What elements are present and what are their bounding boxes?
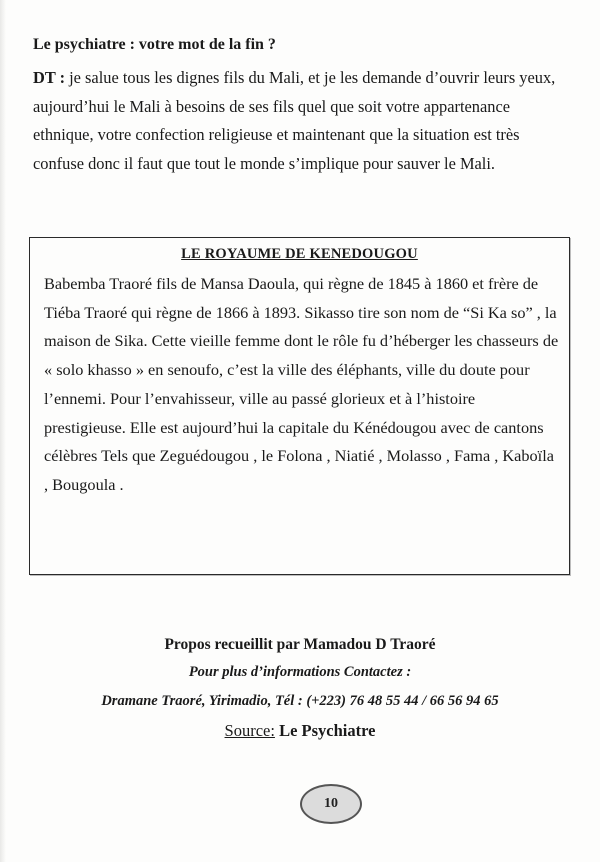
source-label: Source:	[224, 721, 275, 740]
collected-by: Propos recueillit par Mamadou D Traoré	[164, 636, 436, 653]
contact-heading: Pour plus d’informations Contactez :	[188, 664, 412, 680]
contact-line: Dramane Traoré, Yirimadio, Tél : (+223) 76 48 55 44 / 66 56 94 65	[101, 693, 499, 709]
interview-answer	[33, 64, 573, 178]
interview-question: Le psychiatre : votre mot de la fin ?	[33, 36, 276, 53]
source-line	[0, 720, 600, 742]
answer-speaker-label: DT :	[33, 68, 66, 87]
box-title: LE ROYAUME DE KENEDOUGOU	[181, 246, 418, 262]
kenedougou-info-box	[29, 237, 570, 575]
source-value: Le Psychiatre	[274, 721, 376, 740]
credits-block	[0, 634, 600, 742]
box-body: Babemba Traoré fils de Mansa Daoula, qui règne de 1845 à 1860 et frère de Tiéba Traoré qui règne de 1866 à 1893. Sikasso tire son nom de “Si Ka so” , la maison de Sika. Cette vieille femme dont le rôle fu d’héberger les chasseurs de « solo khasso » en senoufo, c’est la ville des éléphants, ville du doute pour l’ennemi. Pour l’envahisseur, ville au passé glorieux et à l’histoire prestigieuse. Elle est aujourd’hui la capitale du Kénédougou avec de cantons célèbres Tels que Zeguédougou , le Folona , Niatié , Molasso , Fama , Kaboïla , Bougoula .	[44, 274, 559, 494]
page-number-badge: 10	[300, 784, 362, 824]
answer-text: je salue tous les dignes fils du Mali, et je les demande d’ouvrir leurs yeux, aujourd’hui le Mali à besoins de ses fils quel que soit votre appartenance ethnique, votre confection religieuse et maintenant que la situation est très confuse donc il faut que tout le monde s’implique pour sauver le Mali.	[33, 68, 556, 173]
